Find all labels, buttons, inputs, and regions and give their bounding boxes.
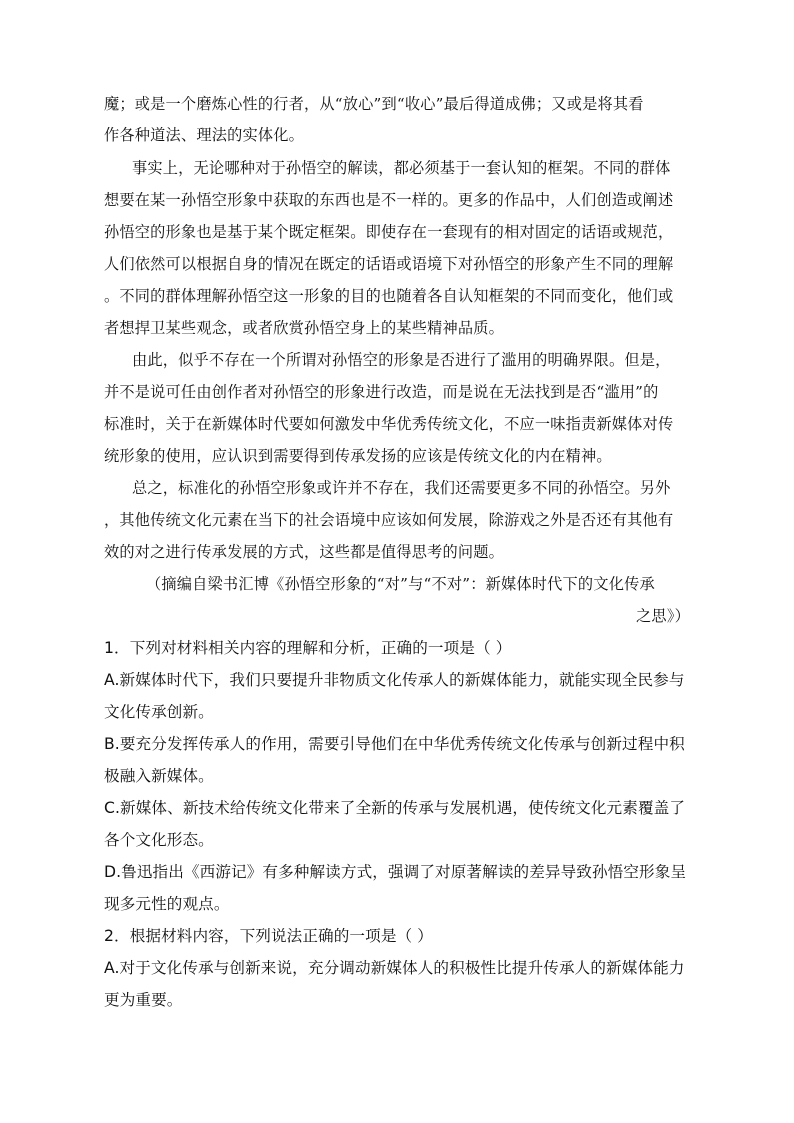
paragraph-start-line: 事实上，无论哪种对于孙悟空的解读，都必须基于一套认知的框架。不同的群体 <box>132 159 671 177</box>
passage-line: 统形象的使用，应认识到需要得到传承发扬的应该是传统文化的内在精神。 <box>104 447 612 465</box>
question-1-option-d-cont: 现多元性的观点。 <box>104 895 230 913</box>
question-1-option-d: D.鲁迅指出《西游记》有多种解读方式，强调了对原著解读的差异导致孙悟空形象呈 <box>104 863 687 881</box>
question-1-option-b-cont: 极融入新媒体。 <box>104 767 214 785</box>
passage-line: ，其他传统文化元素在当下的社会语境中应该如何发展，除游戏之外是否还有其他有 <box>104 511 674 529</box>
question-2-option-a-cont: 更为重要。 <box>104 991 183 1009</box>
question-1-option-c-cont: 各个文化形态。 <box>104 831 214 849</box>
passage-line: 并不是说可任由创作者对孙悟空的形象进行改造，而是说在无法找到是否“滥用”的 <box>104 383 659 401</box>
question-1-option-a-cont: 文化传承创新。 <box>104 703 214 721</box>
question-1-stem: 1．下列对材料相关内容的理解和分析，正确的一项是（ ） <box>104 639 512 657</box>
passage-line: 者想捍卫某些观念，或者欣赏孙悟空身上的某些精神品质。 <box>104 319 505 337</box>
passage-line: 效的对之进行传承发展的方式，这些都是值得思考的问题。 <box>104 543 505 561</box>
question-1-option-a: A.新媒体时代下，我们只要提升非物质文化传承人的新媒体能力，就能实现全民参与 <box>104 671 685 689</box>
source-citation: （摘编自梁书汇博《孙悟空形象的“对”与“不对”：新媒体时代下的文化传承 <box>146 575 655 593</box>
question-2-stem: 2．根据材料内容，下列说法正确的一项是（ ） <box>104 927 433 945</box>
passage-line: 想要在某一孙悟空形象中获取的东西也是不一样的。更多的作品中，人们创造或阐述 <box>104 191 674 209</box>
paragraph-start-line: 由此，似乎不存在一个所谓对孙悟空的形象是否进行了滥用的明确界限。但是， <box>132 351 671 369</box>
passage-line: 魔；或是一个磨炼心性的行者，从“放心”到“收心”最后得道成佛；又或是将其看 <box>104 95 644 113</box>
source-citation-end: 之思》） <box>636 607 690 625</box>
question-1-option-b: B.要充分发挥传承人的作用，需要引导他们在中华优秀传统文化传承与创新过程中积 <box>104 735 685 753</box>
passage-line: 人们依然可以根据自身的情况在既定的话语或语境下对孙悟空的形象产生不同的理解 <box>104 255 674 273</box>
paragraph-start-line: 总之，标准化的孙悟空形象或许并不存在，我们还需要更多不同的孙悟空。另外 <box>132 479 671 497</box>
question-2-option-a: A.对于文化传承与创新来说，充分调动新媒体人的积极性比提升传承人的新媒体能力 <box>104 959 685 977</box>
passage-line: 作各种道法、理法的实体化。 <box>104 126 305 144</box>
passage-line: 标准时，关于在新媒体时代要如何激发中华优秀传统文化，不应一味指责新媒体对传 <box>104 415 674 433</box>
passage-line: 。不同的群体理解孙悟空这一形象的目的也随着各自认知框架的不同而变化，他们或 <box>104 287 674 305</box>
passage-line: 孙悟空的形象也是基于某个既定框架。即使存在一套现有的相对固定的话语或规范， <box>104 223 674 241</box>
question-1-option-c: C.新媒体、新技术给传统文化带来了全新的传承与发展机遇，使传统文化元素覆盖了 <box>104 799 686 817</box>
